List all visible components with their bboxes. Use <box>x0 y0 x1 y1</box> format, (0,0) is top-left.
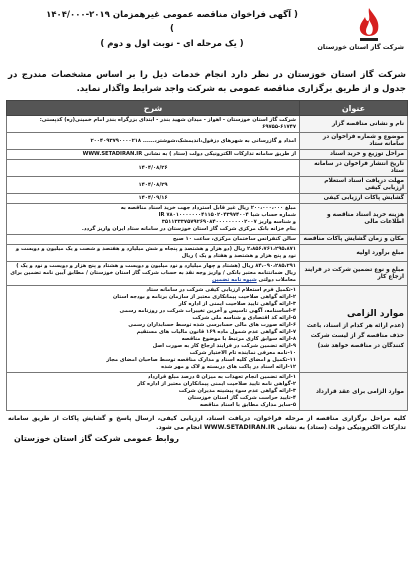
deposit-label: هزینه خرید اسناد مناقصه و اطلاعات مالی <box>300 204 408 235</box>
opening-value: سالن کنفرانس ساختمان مرکزی، ساعت ۱۰ صبح <box>7 235 300 245</box>
list-item: ۳-ارائه گواهی تایید صلاحیت ایمنی از اداره کار <box>178 301 296 307</box>
list-item: ۳-ارائه گواهی عدم سوء پیشینه مدیران شرکت <box>178 388 296 394</box>
notice-title: ( آگهی فراخوان مناقصه عمومی غیرهمزمان ۲۰۱۹-۱۴۰۴/۰۰۰ ) <box>46 10 298 34</box>
opening-label: مکان و زمان گشایش پاکات مناقصه <box>300 235 408 245</box>
row-label: گشایش پاکات ارزیابی کیفی <box>300 194 408 204</box>
list-item: ۱-تکمیل فرم استعلام ارزیابی کیفی شرکت در سامانه ستاد <box>146 287 296 293</box>
contract-list <box>10 374 296 409</box>
list-item: ۱-ارائه تضمین انجام تعهدات به میزان ۵ درصد مبلغ قرارداد <box>147 374 296 380</box>
list-item: ۴-تایید حراست شرکت گاز استان خوزستان <box>187 395 296 401</box>
notice-title-box <box>46 8 298 52</box>
column-header-description: شرح <box>7 101 300 116</box>
list-item: ۷-ارائه گواهی عدم شمول ماده ۱۶۹ قانون مالیات های مستقیم <box>136 329 296 335</box>
requirements-sublabel: (عدم ارائه هر کدام از اسناد، باعث حذف مناقصه گر از لیست شرکت کنندگان در مناقصه خواهد شد) <box>306 323 404 349</box>
row-label: مهلت دریافت اسناد استعلام ارزیابی کیفی <box>300 177 408 194</box>
gas-flame-icon <box>354 6 384 42</box>
logo-caption: شرکت گاز استان خوزستان <box>317 43 404 51</box>
tender-details-table <box>6 100 408 411</box>
list-item: ۵-ارائه کد اقتصادی و شناسه ملی شرکت <box>192 315 296 321</box>
company-logo <box>317 6 404 51</box>
row-value: ۱۴۰۴/۰۸/۲۶ <box>7 160 300 177</box>
row-value: از طریق سامانه تدارکات الکترونیکی دولت (ستاد ) به نشانی WWW.SETADIRAN.IR <box>7 150 300 160</box>
table-row <box>7 133 408 150</box>
requirements-label-cell <box>300 286 408 373</box>
table-row <box>7 194 408 204</box>
table-row <box>7 286 408 373</box>
list-item: ۱۲-ارائه اسناد در پاکت های دربسته و لاک و مهر شده <box>161 364 296 370</box>
list-item: ۵-سایر مدارک مطابق با اسناد مناقصه <box>199 402 296 408</box>
list-item: ۸-ارائه سوابق کاری مرتبط با موضوع مناقصه <box>181 336 296 342</box>
list-item: ۴-اساسنامه، آگهی تاسیس و آخرین تغییرات شرکت در روزنامه رسمی <box>119 308 296 314</box>
list-item: ۱۱-تکمیل و امضای کلیه اسناد و مدارک مناقصه توسط صاحبان امضای مجاز <box>106 357 296 363</box>
row-value: شرکت گاز استان خوزستان - اهواز - میدان شهید بندر - ابتدای بزرگراه بندر امام خمینی(ره) کدپستی: ۶۱۷۴۷-۶۹۷۵۵ <box>7 116 300 133</box>
deposit-line: بنام خزانه بانک مرکزی شرکت گاز استان خوزستان در سامانه ستاد ایران واریز گردد. <box>81 226 296 232</box>
contract-list-cell <box>7 373 300 411</box>
list-item: ۹-ارائه تضمین شرکت در فرایند ارجاع کار به صورت اصل <box>152 343 296 349</box>
table-row <box>7 373 408 411</box>
table-row <box>7 177 408 194</box>
table-row <box>7 116 408 133</box>
row-label: نام و نشانی مناقصه گزار <box>300 116 408 133</box>
estimate-label: مبلغ برآورد اولیه <box>300 245 408 262</box>
intro-paragraph: شرکت گاز استان خوزستان در نظر دارد انجام خدمات ذیل را بر اساس مشخصات مندرج در جدول و از طریق برگزاری مناقصه عمومی به شرکت واجد شرایط واگذار نماید. <box>8 70 406 94</box>
row-value: ۱۴۰۴/۰۹/۱۶ <box>7 194 300 204</box>
contract-label: موارد الزامی برای عقد قرارداد <box>300 373 408 411</box>
deposit-details <box>7 204 300 235</box>
list-item: ۲-گواهی نامه تایید صلاحیت ایمنی پیمانکاران معتبر از اداره کار <box>137 381 296 387</box>
table-row <box>7 235 408 245</box>
deposit-line: و شناسه واریز ۳۵۱۱۳۳۳۷۵۷۹۲۶۹۰۸۴۰۰۰۰۰۰۰۰۰۲۰۰۷ <box>161 219 296 225</box>
table-row <box>7 160 408 177</box>
row-label: تاریخ انتشار فراخوان در سامانه ستاد <box>300 160 408 177</box>
requirements-label: موارد الزامی <box>346 309 404 319</box>
table-row <box>7 150 408 160</box>
column-header-title: عنوان <box>300 101 408 116</box>
notice-subtitle: ( یک مرحله ای - نوبت اول و دوم ) <box>100 39 244 49</box>
list-item: ۱۰-نامه معرفی نماینده تام الاختیار شرکت <box>189 350 296 356</box>
row-value: ۱۴۰۴/۰۸/۲۹ <box>7 177 300 194</box>
row-value: امداد و گازرسانی به شهرهای دزفول،اندیمشک،شوشتر،...... ۲۰۰۴۰۹۳۷۹۰۰۰۰۲۱۸ <box>7 133 300 150</box>
requirements-list <box>10 287 296 371</box>
footer-signature: روابط عمومی شرکت گاز استان خوزستان <box>14 434 179 443</box>
table-row <box>7 204 408 235</box>
row-label: مراحل توزیع و خرید اسناد <box>300 150 408 160</box>
guarantee-label: مبلغ و نوع تضمین شرکت در فرایند ارجاع کار <box>300 262 408 286</box>
table-row <box>7 262 408 286</box>
requirements-list-cell <box>7 286 300 373</box>
list-item: ۲-ارائه گواهی صلاحیت پیمانکاری معتبر از سازمان برنامه و بودجه استان <box>112 294 296 300</box>
notice-header <box>6 4 408 66</box>
guarantee-link[interactable]: شیوه نامه تضمین <box>211 277 257 283</box>
deposit-line: مبلغ ۲۰۰،۰۰۰،۰۰۰ ریال غیر قابل استرداد جهت خرید اسناد مناقصه به <box>120 205 296 211</box>
estimate-value: ۲،۸۵۶،۷۶۱،۲۹۵،۸۷۱ ریال (دو هزار و هشتصد و پنجاه و شش میلیارد و هفتصد و شصت و یک میلیون و دویست و نود و پنج هزار و هشتصد و هفتاد و یک ) ریال <box>7 245 300 262</box>
deposit-line: شماره حساب شبا IR ۷۸۰۱۰۰۰۰۰۰۰۴۱۱۵۰۲۰۴۳۹۷۴۰۰۴ <box>158 212 296 218</box>
guarantee-text: ۸۴،۰۹۰،۲۸۵،۲۹۱ ریال (هشتاد و چهار میلیارد و نود میلیون و دویست و هشتاد و پنج هزار و دویست و نود و یک ) ریال ضمانتنامه معتبر بانکی / واریز وجه نقد به حساب شرکت گاز استان خوزستان / مطابق آیین نامه تضمین برای معاملات دولتی <box>10 263 296 283</box>
list-item: ۶-ارائه صورت های مالی حسابرسی شده توسط حسابداران رسمی <box>128 322 296 328</box>
footer-note: کلیه مراحل برگزاری مناقصه از مرحله فراخوان، دریافت اسناد، ارزیابی کیفی، ارسال پاسخ و گشایش پاکات از طریق سامانه تدارکات الکترونیکی دولت (ستاد) به نشانی WWW.SETADIRAN.IR انجام می شود. <box>8 415 406 431</box>
row-label: موضوع و شماره فراخوان در سامانه ستاد <box>300 133 408 150</box>
table-row <box>7 245 408 262</box>
guarantee-value <box>7 262 300 286</box>
